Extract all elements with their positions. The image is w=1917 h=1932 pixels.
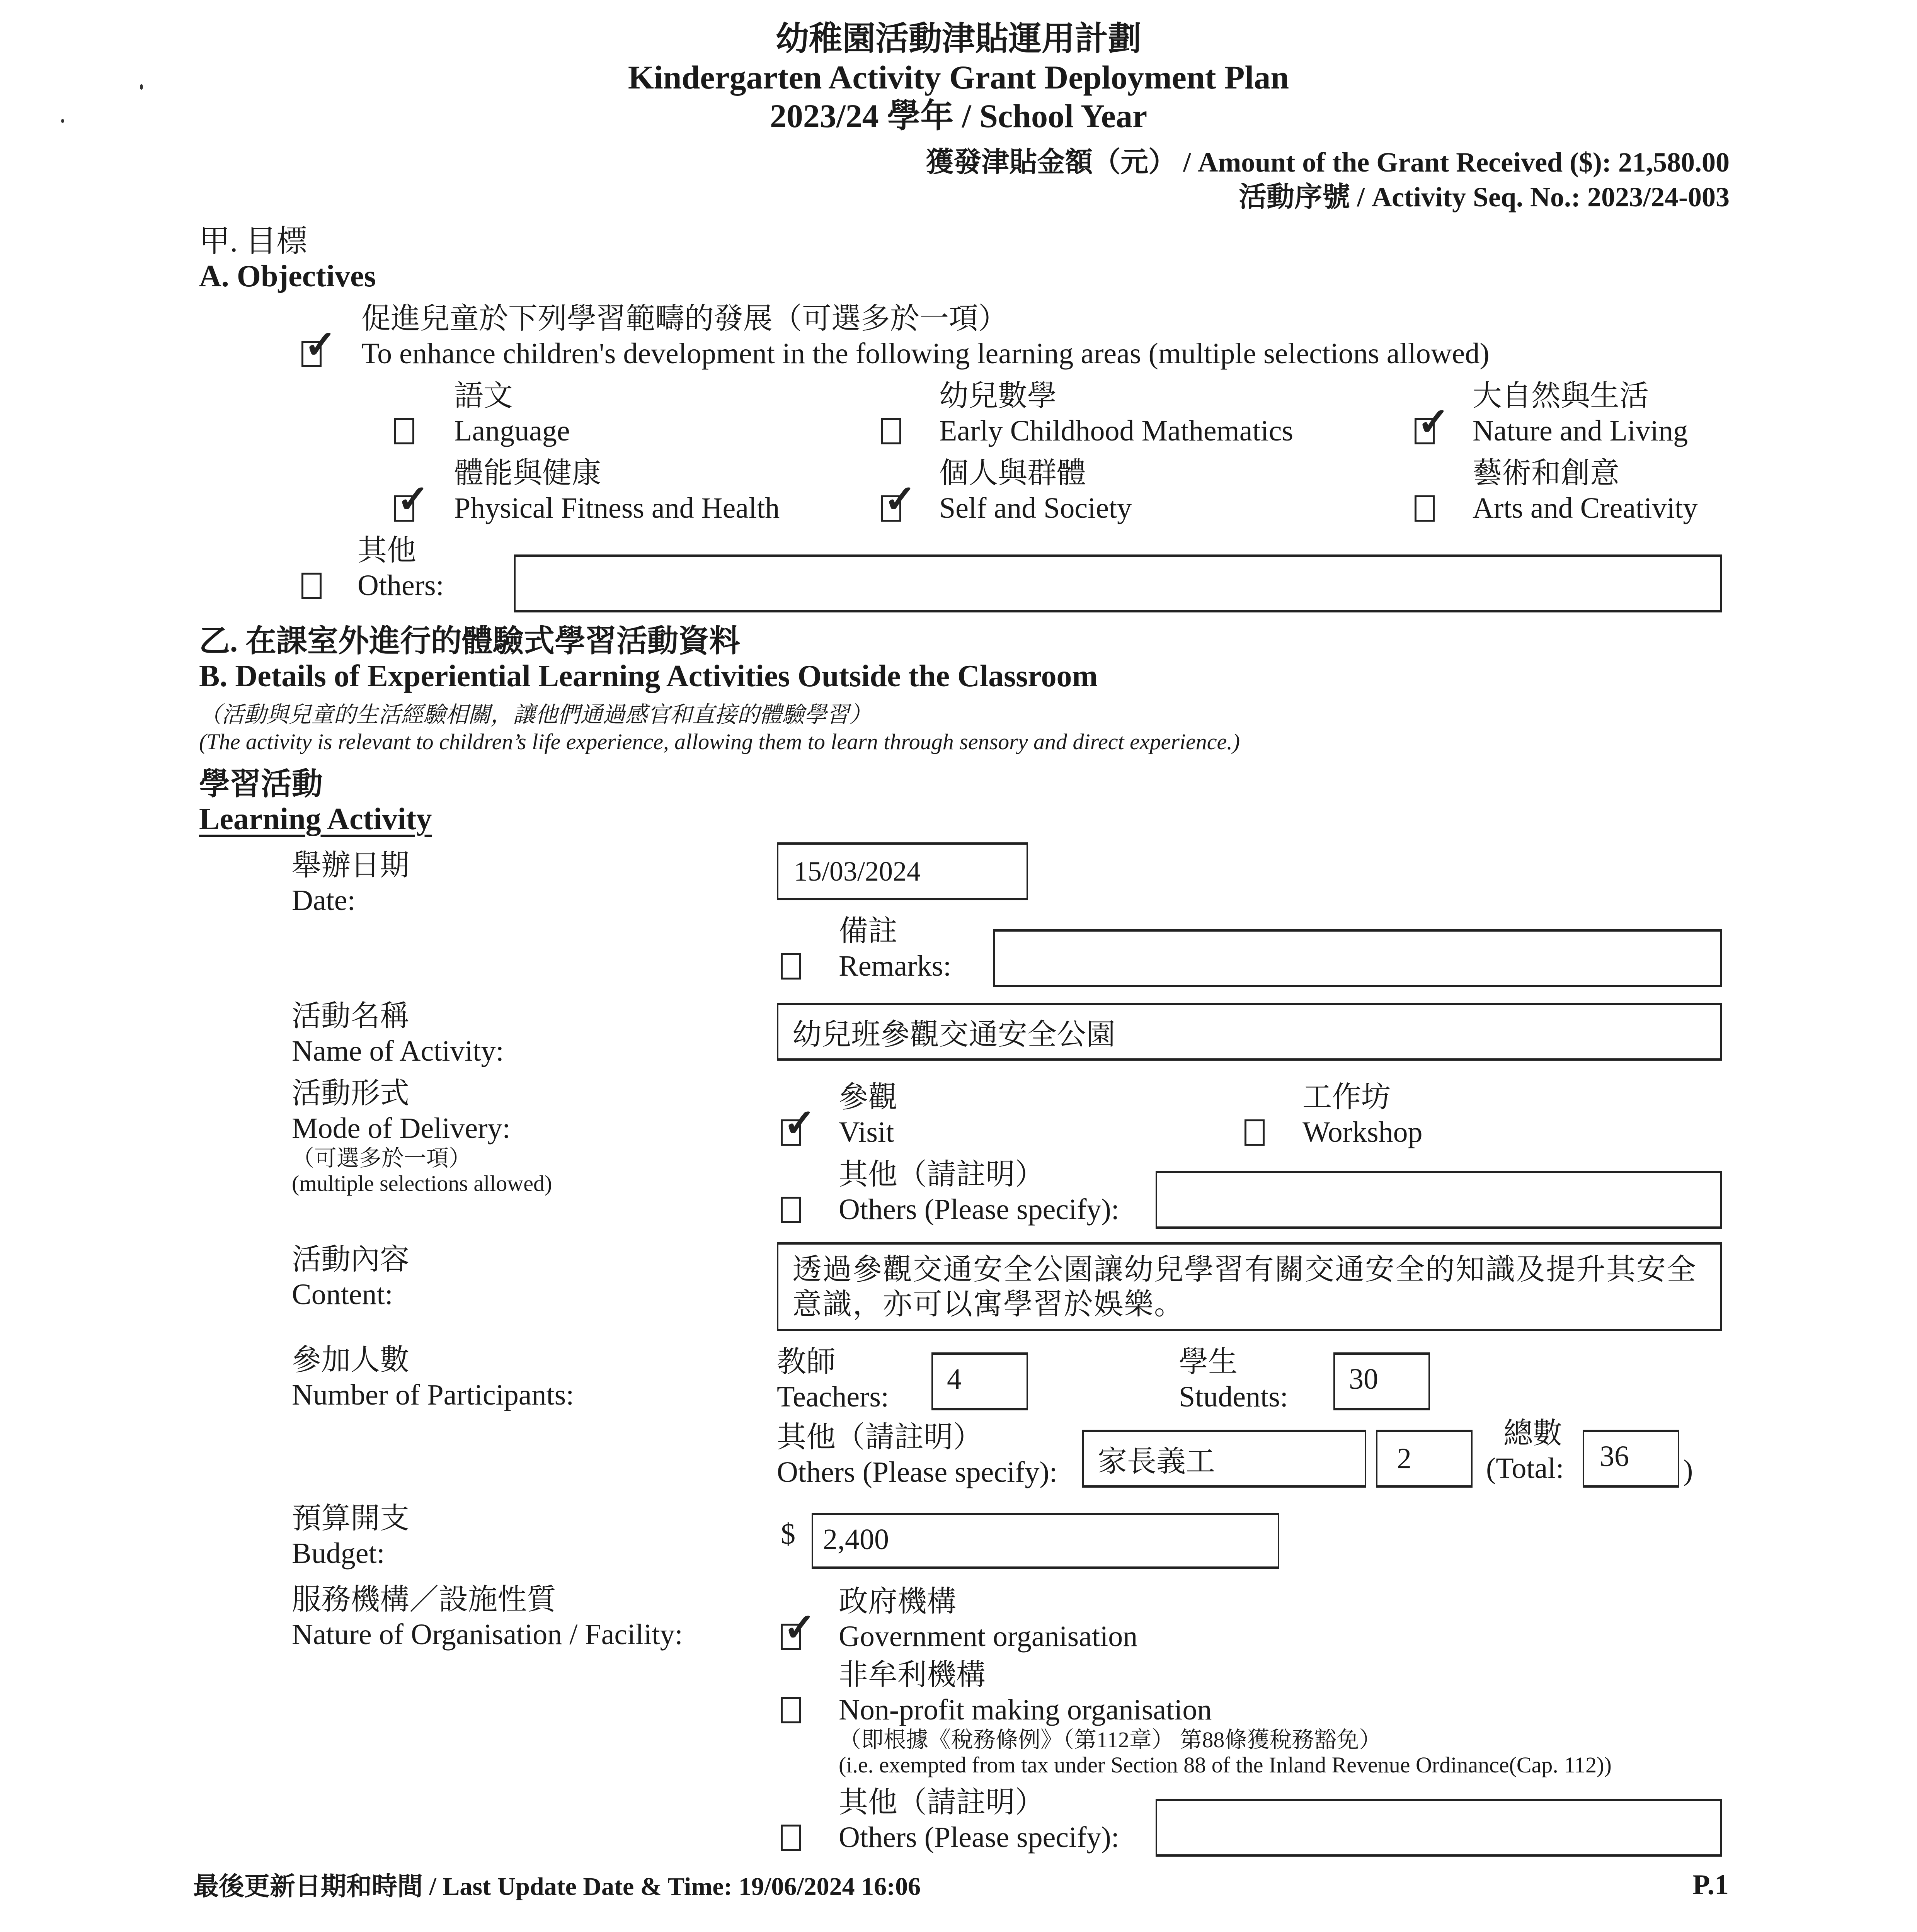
check-mark-icon: ✓ bbox=[884, 478, 916, 521]
learning-activity-heading-zh: 學習活動 bbox=[199, 767, 323, 801]
area-arts-checkbox[interactable] bbox=[1415, 495, 1435, 522]
main-objective-checkbox[interactable] bbox=[301, 323, 337, 367]
section-b-heading-zh: 乙. 在課室外進行的體驗式學習活動資料 bbox=[199, 624, 740, 658]
remarks-label-en: Remarks: bbox=[839, 950, 952, 982]
teachers-label-en: Teachers: bbox=[777, 1381, 889, 1413]
total-label-en: (Total: bbox=[1486, 1452, 1564, 1485]
area-language-en: Language bbox=[454, 415, 570, 447]
section-b-heading-en: B. Details of Experiential Learning Activities Outside the Classroom bbox=[199, 659, 1098, 693]
area-self-en: Self and Society bbox=[939, 492, 1132, 524]
objective-others-en: Others: bbox=[358, 569, 444, 602]
mode-others-zh: 其他（請註明） bbox=[839, 1158, 1044, 1191]
org-nonprofit-checkbox[interactable] bbox=[781, 1697, 801, 1723]
area-language-zh: 語文 bbox=[454, 380, 513, 412]
check-mark-icon: ✓ bbox=[304, 323, 337, 366]
document-title-zh: 幼稚園活動津貼運用計劃 bbox=[776, 20, 1141, 57]
mode-others-checkbox[interactable] bbox=[781, 1197, 801, 1223]
content-label-zh: 活動內容 bbox=[292, 1243, 409, 1276]
activity-name-input[interactable]: 幼兒班參觀交通安全公園 bbox=[777, 1003, 1722, 1061]
check-mark-icon: ✓ bbox=[783, 1102, 816, 1145]
learning-activity-heading-en: Learning Activity bbox=[199, 802, 432, 836]
area-language-checkbox[interactable] bbox=[394, 418, 414, 444]
activity-seq-no: 活動序號 / Activity Seq. No.: 2023/24-003 bbox=[1239, 182, 1730, 213]
area-arts-zh: 藝術和創意 bbox=[1473, 457, 1619, 490]
activity-name-label-en: Name of Activity: bbox=[292, 1035, 504, 1067]
mode-workshop-zh: 工作坊 bbox=[1302, 1081, 1391, 1114]
org-government-en: Government organisation bbox=[839, 1620, 1138, 1653]
mode-visit-checkbox[interactable] bbox=[781, 1102, 816, 1146]
participants-label-zh: 參加人數 bbox=[292, 1344, 409, 1376]
org-others-checkbox[interactable] bbox=[781, 1825, 801, 1851]
area-math-checkbox[interactable] bbox=[881, 418, 901, 444]
organisation-label-en: Nature of Organisation / Facility: bbox=[292, 1618, 683, 1651]
content-textarea[interactable]: 透過參觀交通安全公園讓幼兒學習有關交通安全的知識及提升其安全意識，亦可以寓學習於娛樂。 bbox=[777, 1242, 1722, 1331]
org-nonprofit-note-zh: （即根據《稅務條例》（第112章） 第88條獲稅務豁免） bbox=[839, 1727, 1382, 1752]
budget-label-en: Budget: bbox=[292, 1537, 385, 1570]
mode-visit-zh: 參觀 bbox=[839, 1081, 897, 1114]
mode-others-en: Others (Please specify): bbox=[839, 1193, 1119, 1226]
org-government-zh: 政府機構 bbox=[839, 1585, 956, 1618]
section-b-note-zh: （活動與兒童的生活經驗相關，讓他們通過感官和直接的體驗學習） bbox=[199, 702, 872, 727]
date-label-en: Date: bbox=[292, 884, 356, 917]
org-nonprofit-zh: 非牟利機構 bbox=[839, 1659, 986, 1691]
mode-others-input[interactable] bbox=[1156, 1171, 1722, 1229]
students-label-en: Students: bbox=[1179, 1381, 1288, 1413]
check-mark-icon: ✓ bbox=[783, 1606, 816, 1649]
remarks-label-zh: 備註 bbox=[839, 915, 897, 947]
total-close-paren: ) bbox=[1683, 1454, 1693, 1486]
date-label-zh: 舉辦日期 bbox=[292, 849, 409, 882]
area-physical-zh: 體能與健康 bbox=[454, 457, 601, 490]
date-input[interactable]: 15/03/2024 bbox=[777, 842, 1028, 900]
last-update: 最後更新日期和時間 / Last Update Date & Time: 19/06/2024 16:06 bbox=[193, 1872, 921, 1901]
area-nature-checkbox[interactable] bbox=[1415, 401, 1450, 444]
total-input[interactable]: 36 bbox=[1583, 1430, 1679, 1488]
area-self-checkbox[interactable] bbox=[881, 478, 916, 522]
document-title-en: Kindergarten Activity Grant Deployment Plan bbox=[628, 59, 1289, 96]
org-others-en: Others (Please specify): bbox=[839, 1821, 1119, 1854]
area-math-en: Early Childhood Mathematics bbox=[939, 415, 1294, 447]
participants-others-zh: 其他（請註明） bbox=[777, 1421, 982, 1454]
check-mark-icon: ✓ bbox=[1417, 401, 1450, 444]
budget-currency: $ bbox=[781, 1518, 795, 1550]
org-others-input[interactable] bbox=[1156, 1799, 1722, 1857]
area-physical-en: Physical Fitness and Health bbox=[454, 492, 780, 524]
mode-label-en: Mode of Delivery: bbox=[292, 1112, 511, 1145]
participants-others-en: Others (Please specify): bbox=[777, 1456, 1057, 1488]
participants-label-en: Number of Participants: bbox=[292, 1379, 574, 1411]
area-math-zh: 幼兒數學 bbox=[939, 380, 1057, 412]
main-objective-label-zh: 促進兒童於下列學習範疇的發展（可選多於一項） bbox=[361, 303, 1008, 335]
area-physical-checkbox[interactable] bbox=[394, 478, 429, 522]
organisation-label-zh: 服務機構／設施性質 bbox=[292, 1583, 556, 1616]
objective-others-checkbox[interactable] bbox=[301, 573, 322, 599]
students-label-zh: 學生 bbox=[1179, 1346, 1238, 1378]
budget-input[interactable]: 2,400 bbox=[812, 1513, 1279, 1569]
remarks-input[interactable] bbox=[993, 929, 1722, 987]
page-number: P.1 bbox=[1692, 1869, 1729, 1901]
budget-label-zh: 預算開支 bbox=[292, 1502, 409, 1535]
content-label-en: Content: bbox=[292, 1278, 393, 1311]
section-b-note-en: (The activity is relevant to children’s life experience, allowing them to learn through sensory and direct experience.) bbox=[199, 729, 1240, 754]
check-mark-icon: ✓ bbox=[397, 478, 429, 521]
mode-visit-en: Visit bbox=[839, 1116, 894, 1148]
objective-others-input[interactable] bbox=[514, 554, 1722, 612]
participants-others-specify-input[interactable]: 家長義工 bbox=[1082, 1430, 1366, 1488]
area-arts-en: Arts and Creativity bbox=[1473, 492, 1698, 524]
mode-workshop-en: Workshop bbox=[1302, 1116, 1423, 1148]
main-objective-label-en: To enhance children's development in the following learning areas (multiple selections allowed) bbox=[361, 337, 1490, 370]
org-nonprofit-note-en: (i.e. exempted from tax under Section 88 of the Inland Revenue Ordinance(Cap. 112)) bbox=[839, 1752, 1612, 1777]
area-nature-en: Nature and Living bbox=[1473, 415, 1688, 447]
teachers-label-zh: 教師 bbox=[777, 1346, 836, 1378]
participants-others-count-input[interactable]: 2 bbox=[1376, 1430, 1473, 1488]
activity-name-label-zh: 活動名稱 bbox=[292, 1000, 409, 1032]
grant-amount: 獲發津貼金額（元） / Amount of the Grant Received ($): 21,580.00 bbox=[926, 147, 1730, 178]
section-a-heading-zh: 甲. 目標 bbox=[199, 224, 307, 259]
objective-others-zh: 其他 bbox=[358, 534, 416, 567]
school-year: 2023/24 學年 / School Year bbox=[770, 97, 1147, 134]
org-others-zh: 其他（請註明） bbox=[839, 1786, 1044, 1819]
mode-hint-zh: （可選多於一項） bbox=[292, 1146, 472, 1171]
teachers-input[interactable]: 4 bbox=[931, 1352, 1028, 1410]
students-input[interactable]: 30 bbox=[1333, 1352, 1430, 1410]
section-a-heading-en: A. Objectives bbox=[199, 259, 376, 293]
mode-hint-en: (multiple selections allowed) bbox=[292, 1171, 552, 1196]
mode-workshop-checkbox[interactable] bbox=[1245, 1119, 1265, 1146]
remarks-checkbox[interactable] bbox=[781, 953, 801, 980]
total-label-zh: 總數 bbox=[1503, 1417, 1562, 1450]
mode-label-zh: 活動形式 bbox=[292, 1077, 409, 1110]
area-nature-zh: 大自然與生活 bbox=[1473, 380, 1649, 412]
area-self-zh: 個人與群體 bbox=[939, 457, 1086, 490]
org-nonprofit-en: Non-profit making organisation bbox=[839, 1694, 1212, 1726]
org-government-checkbox[interactable] bbox=[781, 1606, 816, 1650]
